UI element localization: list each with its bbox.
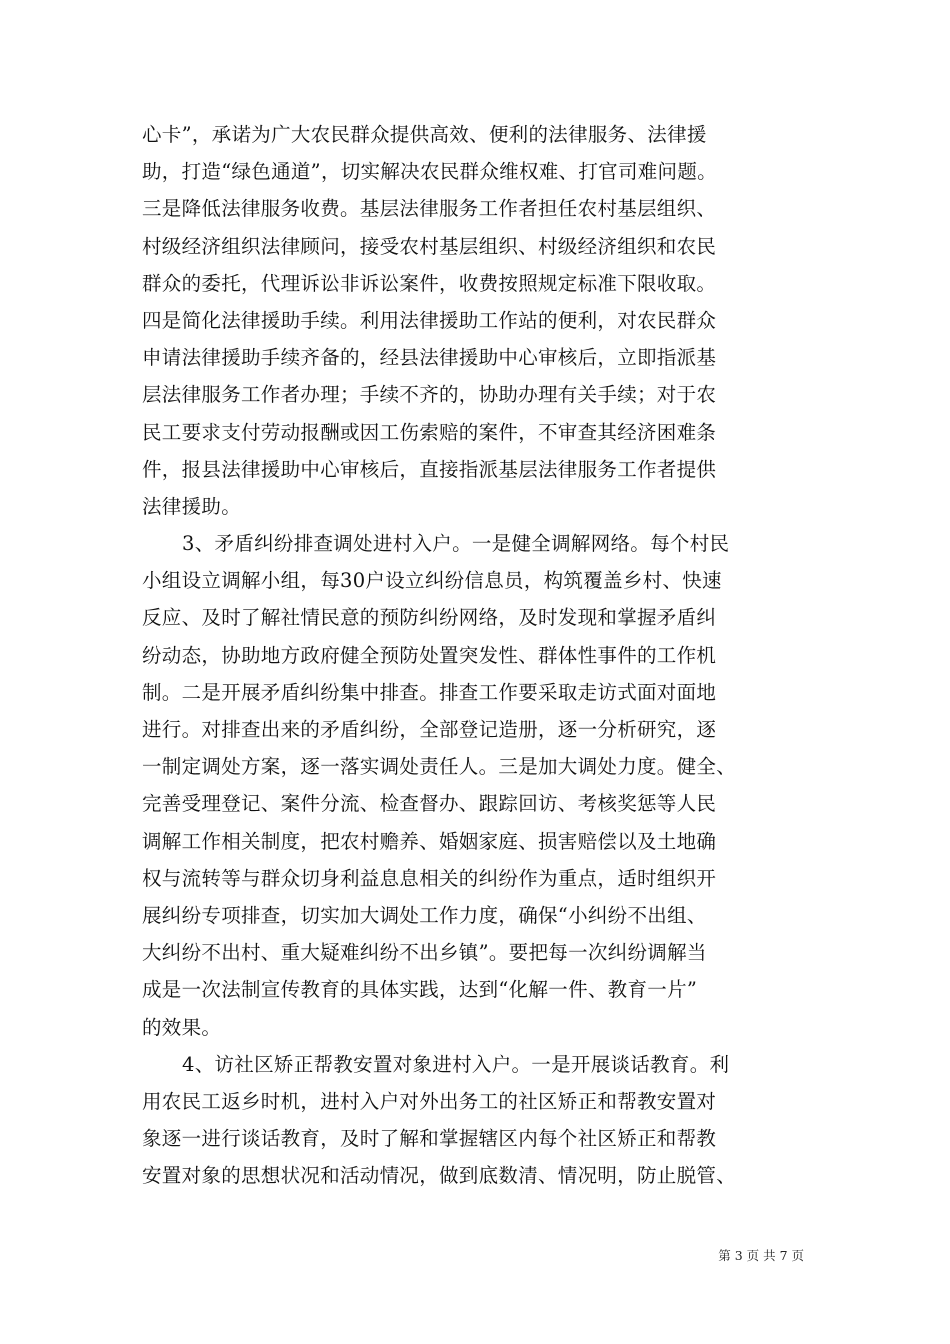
text-line: 用农民工返乡时机，进村入户对外出务工的社区矫正和帮教安置对: [142, 1089, 717, 1113]
text-line: 群众的委托，代理诉讼非诉讼案件，收费按照规定标准下限收取。: [142, 271, 717, 295]
text-line: 民工要求支付劳动报酬或因工伤索赔的案件，不审查其经济困难条: [142, 420, 717, 444]
body-text: [142, 116, 814, 1194]
text-line: 展纠纷专项排查，切实加大调处工作力度，确保“小纠纷不出组、: [142, 903, 707, 927]
text-line: 村级经济组织法律顾问，接受农村基层组织、村级经济组织和农民: [142, 234, 717, 258]
text-line: 心卡”，承诺为广大农民群众提供高效、便利的法律服务、法律援: [142, 123, 707, 146]
text-line: 一制定调处方案，逐一落实调处责任人。三是加大调处力度。健全、: [142, 755, 737, 779]
text-line: 纷动态，协助地方政府健全预防处置突发性、群体性事件的工作机: [142, 643, 717, 667]
text-line: 四是简化法律援助手续。利用法律援助工作站的便利，对农民群众: [142, 308, 717, 332]
text-line: 进行。对排查出来的矛盾纠纷，全部登记造册，逐一分析研究，逐: [142, 718, 717, 741]
text-line: 层法律服务工作者办理；手续不齐的，协助办理有关手续；对于农: [142, 383, 717, 407]
text-line: 安置对象的思想状况和活动情况，做到底数清、情况明，防止脱管、: [142, 1164, 737, 1188]
text-line: 的效果。: [142, 1015, 222, 1039]
text-line: 完善受理登记、案件分流、检查督办、跟踪回访、考核奖惩等人民: [142, 792, 717, 816]
paragraph-start-line: 4、访社区矫正帮教安置对象进村入户。一是开展谈话教育。利: [182, 1052, 730, 1076]
text-line: 制。二是开展矛盾纠纷集中排查。排查工作要采取走访式面对面地: [142, 680, 717, 704]
paragraph-start-line: 3、矛盾纠纷排查调处进村入户。一是健全调解网络。每个村民: [182, 532, 730, 556]
text-line: 成是一次法制宣传教育的具体实践，达到“化解一件、教育一片”: [142, 978, 698, 1002]
text-line: 助，打造“绿色通道”，切实解决农民群众维权难、打官司难问题。: [142, 160, 717, 184]
text-line: 法律援助。: [142, 494, 242, 518]
text-line: 三是降低法律服务收费。基层法律服务工作者担任农村基层组织、: [142, 197, 717, 221]
page-number: 第 3 页 共 7 页: [718, 1248, 804, 1263]
text-line: 小组设立调解小组，每30户设立纠纷信息员，构筑覆盖乡村、快速: [142, 569, 722, 593]
text-line: 调解工作相关制度，把农村赡养、婚姻家庭、损害赔偿以及土地确: [142, 829, 717, 853]
text-line: 反应、及时了解社情民意的预防纠纷网络，及时发现和掌握矛盾纠: [142, 606, 717, 630]
text-line: 件，报县法律援助中心审核后，直接指派基层法律服务工作者提供: [142, 457, 717, 481]
text-line: 权与流转等与群众切身利益息息相关的纠纷作为重点，适时组织开: [142, 866, 717, 890]
text-line: 大纠纷不出村、重大疑难纠纷不出乡镇”。要把每一次纠纷调解当: [142, 941, 707, 965]
text-line: 申请法律援助手续齐备的，经县法律援助中心审核后，立即指派基: [142, 346, 717, 370]
text-line: 象逐一进行谈话教育，及时了解和掌握辖区内每个社区矫正和帮教: [142, 1127, 717, 1151]
